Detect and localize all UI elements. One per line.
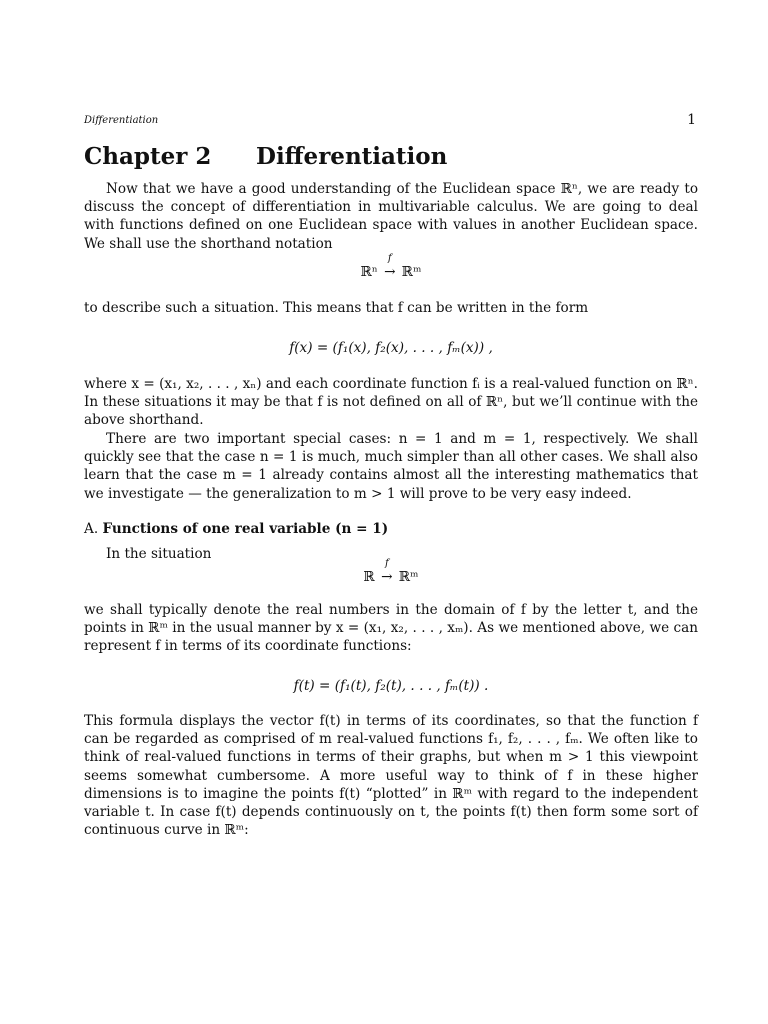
running-head: Differentiation [84, 115, 159, 126]
paragraph-special-cases: There are two important special cases: n = 1 and m = 1, respectively. We shall quickly see that the case n = 1 is much, much simpler than all other cases. We shall also learn that the case m = 1 already contains almost all the interesting mathematics that we investigate — the generalization to m > 1 will prove to be very easy indeed. [84, 431, 698, 502]
section-title: Functions of one real variable (n = 1) [102, 521, 389, 537]
paragraph-coordinate-functions: where x = (x₁, x₂, . . . , xₙ) and each coordinate function fᵢ is a real-valued function on ℝⁿ. In these situations it may be that f is not defined on all of ℝⁿ, but we’ll continue with the above shorthand. [84, 376, 698, 429]
chapter-name: Differentiation [256, 143, 448, 170]
chapter-number: Chapter 2 [84, 143, 212, 170]
page-number: 1 [687, 112, 696, 128]
equation-domain: ℝ [363, 569, 375, 585]
paragraph-vector-curve: This formula displays the vector f(t) in terms of its coordinates, so that the function f can be regarded as comprised of m real-valued functions f₁, f₂, . . . , fₘ. We often like to think of real-valued functions in terms of their graphs, but when m > 1 this viewpoint seems somewhat cumbersome. A more useful way to think of f in these higher dimensions is to imagine the points f(t) “plotted” in ℝᵐ with regard to the independent variable t. In case f(t) depends continuously on t, the points f(t) then form some sort of continuous curve in ℝᵐ: [84, 713, 698, 839]
paragraph-domain-notation: we shall typically denote the real numbers in the domain of f by the letter t, and the points in ℝᵐ in the usual manner by x = (x₁, x₂, . . . , xₘ). As we mentioned above, we can represent f in terms of its coordinate functions: [84, 602, 698, 655]
equation-mapping-r-rm [84, 558, 698, 585]
section-heading [84, 521, 388, 537]
mapping-arrow: f → [384, 253, 396, 280]
chapter-title [84, 143, 447, 170]
paragraph-form: to describe such a situation. This means that f can be written in the form [84, 300, 589, 316]
section-letter: A. [84, 521, 99, 537]
equation-coordinate-form-t: f(t) = (f₁(t), f₂(t), . . . , fₘ(t)) . [293, 678, 489, 694]
mapping-arrow-label: f [384, 558, 389, 569]
paragraph-situation: In the situation [106, 546, 212, 562]
equation-codomain: ℝᵐ [401, 264, 422, 280]
equation-coordinate-form-x: f(x) = (f₁(x), f₂(x), . . . , fₘ(x)) , [289, 340, 493, 356]
mapping-arrow-label: f [387, 253, 392, 264]
equation-mapping-rn-rm [84, 253, 698, 280]
mapping-arrow: f → [381, 558, 393, 585]
paragraph-intro: Now that we have a good understanding of the Euclidean space ℝⁿ, we are ready to discuss the concept of differentiation in multivariable calculus. We are going to deal with functions defined on one Euclidean space with values in another Euclidean space. We shall use the shorthand notation [84, 181, 698, 252]
equation-codomain: ℝᵐ [398, 569, 419, 585]
equation-domain: ℝⁿ [360, 264, 378, 280]
